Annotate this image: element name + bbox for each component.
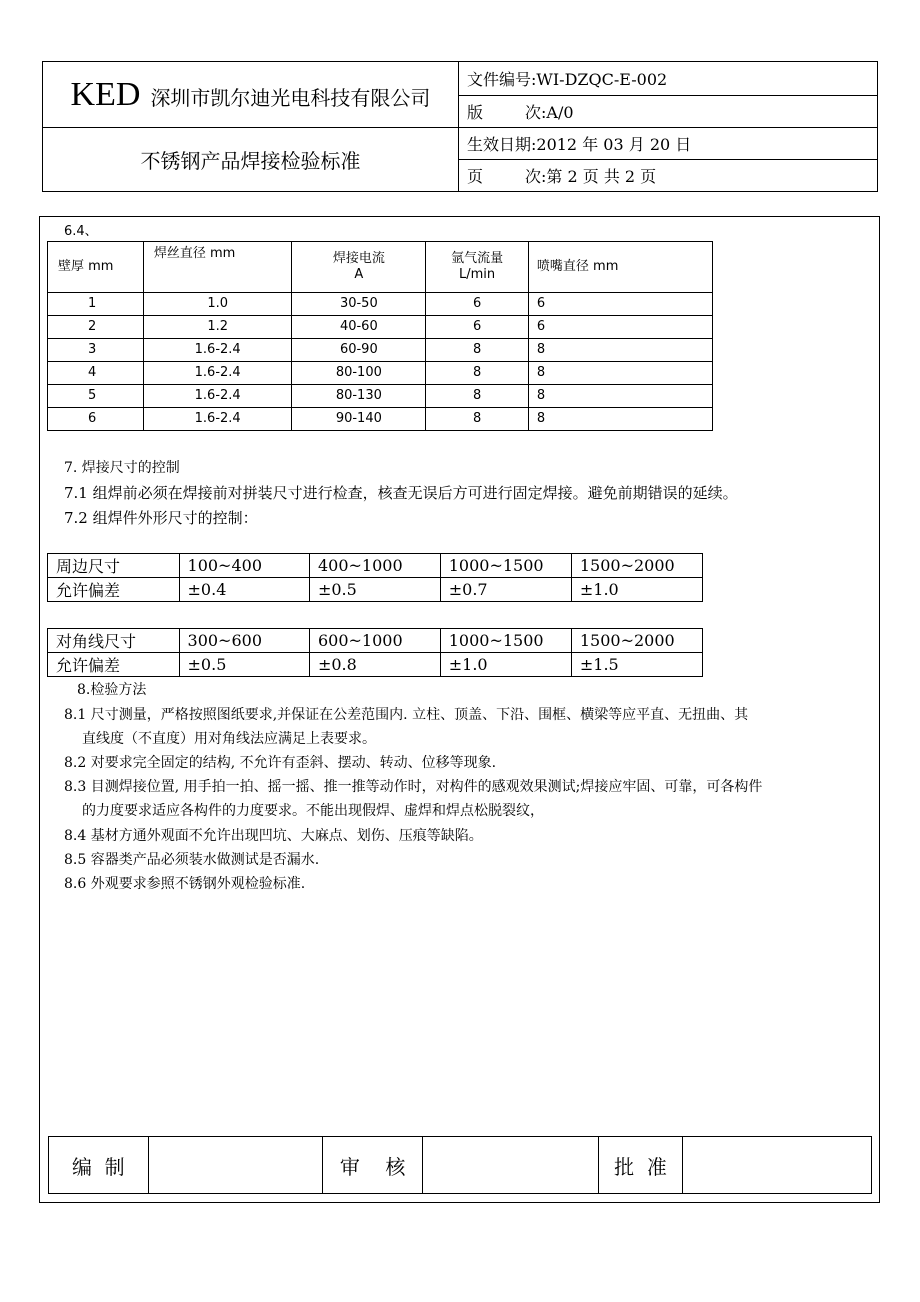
table-cell: 3 <box>48 339 144 362</box>
header-welding-current-unit: A <box>354 267 364 282</box>
table-cell: 允许偏差 <box>48 578 180 602</box>
table-cell: ±0.8 <box>309 653 440 677</box>
table-cell: 80-100 <box>292 362 426 385</box>
table-cell: 8 <box>426 339 529 362</box>
section-8-1-line2: 直线度（不直度）用对角线法应满足上表要求。 <box>82 731 376 747</box>
table-cell: 1500~2000 <box>571 554 702 578</box>
section-8-6: 8.6 外观要求参照不锈钢外观检验标准. <box>64 876 306 892</box>
document-header <box>42 61 878 192</box>
version-label: 版 <box>467 103 484 122</box>
table-cell: 1.6-2.4 <box>143 362 292 385</box>
table-cell: 1 <box>48 293 144 316</box>
signature-row <box>49 1137 872 1194</box>
table-cell: ±0.5 <box>179 653 309 677</box>
compile-label: 编 制 <box>49 1137 149 1194</box>
table-cell: 6 <box>528 293 712 316</box>
table-cell: 1.0 <box>143 293 292 316</box>
welding-parameter-table <box>47 241 713 431</box>
table-cell: 2 <box>48 316 144 339</box>
company-cell <box>43 62 459 128</box>
version-cell <box>459 96 878 128</box>
page-label: 页 <box>467 167 484 186</box>
diagonal-tolerance-table <box>47 628 703 677</box>
header-welding-current-name: 焊接电流 <box>332 251 385 266</box>
review-signature-field[interactable] <box>423 1137 599 1194</box>
table-cell: 对角线尺寸 <box>48 629 180 653</box>
table-cell: ±0.5 <box>309 578 440 602</box>
table-cell: 5 <box>48 385 144 408</box>
perimeter-tolerance-table <box>47 553 703 602</box>
header-argon-flow <box>426 242 529 293</box>
table-cell: 90-140 <box>292 408 426 431</box>
table-row <box>48 385 713 408</box>
table-cell: 4 <box>48 362 144 385</box>
section-7-title: 7. 焊接尺寸的控制 <box>64 460 180 476</box>
table-row <box>48 293 713 316</box>
table-cell: 8 <box>528 339 712 362</box>
table-cell: 1.6-2.4 <box>143 385 292 408</box>
signature-table <box>48 1136 872 1194</box>
table-cell: 600~1000 <box>309 629 440 653</box>
table-row <box>48 339 713 362</box>
approve-signature-field[interactable] <box>683 1137 872 1194</box>
table-row <box>48 362 713 385</box>
table-cell: 8 <box>528 362 712 385</box>
table-cell: 80-130 <box>292 385 426 408</box>
header-wire-diameter: 焊丝直径 mm <box>143 242 292 293</box>
table-header-row <box>48 242 713 293</box>
table-cell: 6 <box>528 316 712 339</box>
section-8-4: 8.4 基材方通外观面不允许出现凹坑、大麻点、划伤、压痕等缺陷。 <box>64 828 483 844</box>
section-8-3-line1: 8.3 目测焊接位置, 用手拍一拍、摇一摇、推一推等动作时，对构件的感观效果测试;焊接应牢固、可靠，可各构件 <box>64 779 763 795</box>
table-cell: 30-50 <box>292 293 426 316</box>
version-value: 次:A/0 <box>525 103 574 122</box>
document-title: 不锈钢产品焊接检验标准 <box>140 149 361 173</box>
table-cell: 6 <box>426 316 529 339</box>
section-8-3-line2: 的力度要求适应各构件的力度要求。不能出现假焊、虚焊和焊点松脱裂纹， <box>82 803 544 819</box>
effective-date: 生效日期:2012 年 03 月 20 日 <box>459 128 878 160</box>
table-row <box>48 653 703 677</box>
table-cell: 周边尺寸 <box>48 554 180 578</box>
section-6-4-label: 6.4、 <box>64 224 98 239</box>
table-cell: ±0.4 <box>179 578 309 602</box>
header-argon-flow-unit: L/min <box>459 267 496 282</box>
table-cell: 300~600 <box>179 629 309 653</box>
section-8-1-line1: 8.1 尺寸测量，严格按照图纸要求,并保证在公差范围内. 立柱、顶盖、下沿、围框、横梁等应平直、无扭曲、其 <box>64 707 749 723</box>
table-cell: ±0.7 <box>440 578 571 602</box>
table-cell: 1.2 <box>143 316 292 339</box>
table-cell: 100~400 <box>179 554 309 578</box>
section-7-1: 7.1 组焊前必须在焊接前对拼装尺寸进行检查，核查无误后方可进行固定焊接。避免前期错误的延续。 <box>64 484 738 502</box>
table-cell: ±1.5 <box>571 653 702 677</box>
page-cell <box>459 160 878 192</box>
table-cell: 1000~1500 <box>440 554 571 578</box>
table-row <box>48 554 703 578</box>
compile-signature-field[interactable] <box>148 1137 323 1194</box>
table-cell: 40-60 <box>292 316 426 339</box>
page-value: 次:第 2 页 共 2 页 <box>525 167 657 186</box>
table-row <box>48 629 703 653</box>
section-7-2: 7.2 组焊件外形尺寸的控制： <box>64 509 258 527</box>
table-cell: 1500~2000 <box>571 629 702 653</box>
section-8-2: 8.2 对要求完全固定的结构, 不允许有歪斜、摆动、转动、位移等现象. <box>64 755 497 771</box>
table-cell: 60-90 <box>292 339 426 362</box>
table-cell: 8 <box>426 408 529 431</box>
table-cell: 400~1000 <box>309 554 440 578</box>
table-cell: 允许偏差 <box>48 653 180 677</box>
table-cell: 8 <box>528 408 712 431</box>
section-8-5: 8.5 容器类产品必须装水做测试是否漏水. <box>64 852 320 868</box>
company-logo: KED <box>70 75 141 113</box>
review-label: 审 核 <box>323 1137 423 1194</box>
header-welding-current <box>292 242 426 293</box>
table-row <box>48 408 713 431</box>
file-number: 文件编号:WI-DZQC-E-002 <box>459 62 878 96</box>
header-wall-thickness: 壁厚 mm <box>48 242 144 293</box>
table-cell: 6 <box>426 293 529 316</box>
table-row <box>48 578 703 602</box>
section-8-title: 8.检验方法 <box>77 682 147 698</box>
table-cell: 6 <box>48 408 144 431</box>
company-name: 深圳市凯尔迪光电科技有限公司 <box>150 85 431 110</box>
table-cell: 8 <box>426 362 529 385</box>
document-title-cell <box>43 128 459 192</box>
table-cell: 1000~1500 <box>440 629 571 653</box>
table-cell: 8 <box>426 385 529 408</box>
header-nozzle-diameter: 喷嘴直径 mm <box>528 242 712 293</box>
table-cell: 8 <box>528 385 712 408</box>
table-row <box>48 316 713 339</box>
table-cell: ±1.0 <box>440 653 571 677</box>
approve-label: 批 准 <box>598 1137 683 1194</box>
table-cell: ±1.0 <box>571 578 702 602</box>
header-argon-flow-name: 氩气流量 <box>451 251 504 266</box>
table-cell: 1.6-2.4 <box>143 339 292 362</box>
table-cell: 1.6-2.4 <box>143 408 292 431</box>
